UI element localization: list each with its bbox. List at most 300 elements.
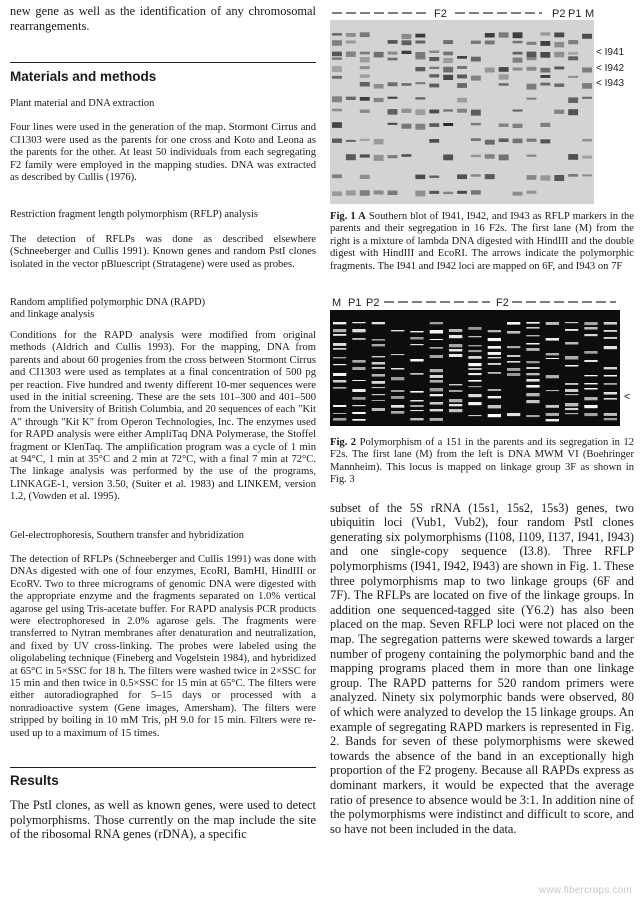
fig2-band — [372, 408, 385, 411]
fig2-band — [565, 413, 578, 414]
fig1-band — [527, 52, 537, 58]
fig1-band — [513, 41, 523, 44]
fig1-band — [443, 155, 453, 161]
fig1-band — [554, 175, 564, 181]
fig2-band — [372, 344, 385, 346]
fig1-band — [388, 191, 398, 196]
fig2-band — [449, 349, 462, 352]
fig2-band — [526, 335, 539, 336]
fig1-band — [415, 124, 425, 130]
fig1-band — [457, 98, 467, 103]
fig1-lane-label-m: M — [585, 8, 595, 20]
fig1-band — [374, 155, 384, 161]
figure-1-blot — [330, 4, 634, 204]
fig1-band — [360, 66, 370, 69]
fig1-band — [540, 83, 550, 86]
rapd-subheading-line1: Random amplified polymorphic DNA (RAPD) — [10, 297, 206, 309]
plant-subheading: Plant material and DNA extraction — [10, 98, 155, 109]
fig2-band — [468, 350, 481, 352]
fig1-band — [360, 52, 370, 55]
fig1-band — [582, 34, 592, 39]
fig2-band — [333, 322, 346, 324]
fig1-band — [471, 138, 481, 141]
fig2-band — [507, 368, 520, 371]
fig2-band — [372, 322, 385, 324]
figure-1 — [330, 4, 634, 204]
fig1-band — [471, 76, 481, 81]
fig2-band — [410, 373, 423, 375]
fig2-band — [372, 339, 385, 341]
fig2-band — [604, 330, 617, 332]
fig1-band — [527, 139, 537, 142]
fig2-caption-text: Polymorphism of a 151 in the parents and its segregation in 12 F2s. The first lane (M) from the left is DNA MWM VI (Boehringer Mannheim). This locus is mapped on linkage group 3F as shown in Fig. 3 — [330, 437, 635, 486]
fig1-band — [388, 82, 398, 86]
fig2-band — [565, 322, 578, 323]
fig1-band — [415, 57, 425, 60]
right-column — [330, 4, 634, 836]
section-rule-materials — [10, 62, 316, 63]
fig2-band — [507, 413, 520, 416]
fig1-band — [540, 75, 550, 78]
fig2-band — [546, 413, 559, 416]
fig2-band — [430, 355, 443, 358]
fig1-band — [388, 52, 398, 55]
fig1-band — [402, 154, 412, 157]
fig1-lane-label-f2: F2 — [434, 8, 447, 20]
fig2-band — [526, 415, 539, 417]
fig1-band — [429, 84, 439, 88]
fig2-band — [333, 418, 346, 421]
fig1-band — [443, 52, 453, 56]
fig1-band — [402, 124, 412, 129]
fig2-lane-label-m: M — [332, 297, 342, 310]
intro-paragraph: new gene as well as the identification of any chromosomal rearrangements. — [10, 4, 316, 33]
fig1-band — [388, 109, 398, 115]
fig2-band — [449, 399, 462, 402]
fig1-band — [513, 124, 523, 128]
fig1-arrow-i942: < I942 — [596, 63, 625, 74]
fig2-band — [410, 400, 423, 402]
fig1-band — [513, 58, 523, 63]
fig1-band — [374, 52, 384, 58]
fig1-band — [346, 41, 356, 44]
fig1-band — [540, 68, 550, 73]
fig1-band — [471, 41, 481, 44]
fig2-band — [565, 383, 578, 385]
fig2-band — [526, 385, 539, 388]
fig1-band — [415, 175, 425, 180]
rflp-paragraph: The detection of RFLPs was done as described elsewhere (Schneeberger and Cullis 1991). Known genes and random PstI clones isolated in the vector pBluescript (Stratagene) were used as probes. — [10, 233, 316, 270]
fig2-band — [468, 356, 481, 359]
fig2-band — [410, 344, 423, 345]
fig1-band — [568, 56, 578, 60]
fig2-band — [372, 394, 385, 395]
fig2-band — [372, 374, 385, 377]
fig1-band — [374, 84, 384, 89]
fig1-band — [429, 74, 439, 77]
fig2-band — [546, 358, 559, 359]
fig1-band — [402, 34, 412, 39]
fig2-band — [546, 353, 559, 355]
fig2-band — [584, 334, 597, 336]
fig1-band — [457, 109, 467, 113]
fig2-band — [391, 405, 404, 408]
fig2-band — [604, 418, 617, 420]
fig1-band — [568, 154, 578, 160]
fig1-band — [568, 52, 578, 55]
fig2-band — [565, 389, 578, 392]
fig2-band — [584, 360, 597, 362]
fig2-band — [352, 389, 365, 392]
fig2-band — [488, 338, 501, 341]
fig2-band — [468, 386, 481, 387]
fig2-band — [410, 359, 423, 362]
fig2-band — [391, 396, 404, 399]
fig1-band — [346, 52, 356, 57]
fig2-band — [468, 336, 481, 337]
fig2-band — [430, 339, 443, 340]
fig2-band — [449, 390, 462, 392]
fig1-band — [443, 109, 453, 111]
fig1-band — [332, 122, 342, 128]
section-rule-results — [10, 767, 316, 768]
fig2-band — [584, 397, 597, 400]
fig1-band — [540, 41, 550, 46]
fig1-band — [471, 57, 481, 62]
fig2-band — [488, 363, 501, 365]
fig2-band — [526, 348, 539, 351]
fig1-band — [332, 191, 342, 196]
fig2-band — [604, 346, 617, 349]
fig1-band — [360, 82, 370, 87]
fig2-band — [565, 394, 578, 395]
fig1-arrow-i941: < I941 — [596, 47, 625, 58]
fig2-band — [507, 331, 520, 334]
fig2-band — [526, 343, 539, 345]
fig2-band — [584, 413, 597, 416]
fig2-band — [546, 419, 559, 421]
fig1-band — [527, 175, 537, 180]
fig2-band — [372, 387, 385, 388]
gel-subheading: Gel-electrophoresis, Southern transfer and hybridization — [10, 529, 245, 541]
fig2-band — [449, 354, 462, 357]
fig2-band — [507, 373, 520, 376]
fig2-band — [430, 375, 443, 378]
fig2-band — [526, 327, 539, 329]
fig1-band — [443, 40, 453, 44]
fig1-band — [332, 96, 342, 102]
fig1-band — [457, 174, 467, 179]
fig2-band — [449, 409, 462, 412]
fig1-band — [415, 97, 425, 99]
fig2-band — [468, 415, 481, 416]
fig1-band — [346, 190, 356, 195]
fig2-band — [410, 418, 423, 420]
fig2-band — [352, 322, 365, 323]
results-heading: Results — [10, 773, 59, 789]
fig2-band — [526, 400, 539, 403]
fig2-band — [333, 373, 346, 376]
fig1-band — [429, 123, 439, 127]
fig2-band — [391, 377, 404, 380]
fig2-band — [410, 405, 423, 407]
fig1-caption-label: Fig. 1 A — [330, 211, 366, 222]
fig2-band — [333, 348, 346, 350]
fig1-band — [429, 51, 439, 54]
fig1-band — [360, 75, 370, 78]
fig2-band — [410, 410, 423, 411]
fig2-band — [604, 375, 617, 377]
fig1-band — [332, 76, 342, 79]
fig2-lane-label-f2: F2 — [496, 297, 509, 310]
fig1-band — [429, 191, 439, 194]
fig1-band — [360, 154, 370, 157]
fig2-lane-label-p2: P2 — [366, 297, 380, 310]
fig1-band — [554, 52, 564, 58]
fig2-band — [584, 383, 597, 384]
fig2-band — [565, 408, 578, 410]
fig1-band — [374, 98, 384, 102]
fig1-band — [388, 155, 398, 158]
fig1-band — [485, 154, 495, 159]
fig1-band — [582, 139, 592, 142]
fig2-band — [410, 391, 423, 393]
fig2-band — [546, 322, 559, 325]
fig2-band — [430, 402, 443, 405]
fig1-lane-label-p2: P2 — [552, 8, 566, 20]
fig2-band — [372, 367, 385, 369]
fig1-band — [513, 32, 523, 38]
fig1-band — [568, 76, 578, 78]
fig1-band — [554, 110, 564, 114]
fig2-band — [372, 362, 385, 365]
fig1-band — [540, 123, 550, 127]
fig1-band — [443, 58, 453, 63]
fig1-band — [582, 83, 592, 89]
fig2-band — [468, 345, 481, 346]
fig2-band — [391, 390, 404, 392]
fig1-band — [346, 140, 356, 142]
fig1-band — [527, 67, 537, 71]
fig2-band — [526, 373, 539, 375]
fig2-band — [604, 337, 617, 339]
fig1-band — [332, 109, 342, 112]
fig1-band — [457, 56, 467, 59]
fig2-band — [488, 330, 501, 332]
fig2-band — [333, 413, 346, 414]
fig1-band — [402, 109, 412, 113]
fig1-band — [499, 138, 509, 142]
fig2-band — [449, 344, 462, 347]
fig1-band — [415, 52, 425, 57]
fig2-band — [584, 388, 597, 390]
fig2-band — [352, 405, 365, 406]
fig2-band — [584, 327, 597, 330]
fig1-band — [527, 42, 537, 45]
fig2-band — [333, 364, 346, 365]
fig2-band — [352, 338, 365, 340]
fig2-band — [352, 360, 365, 363]
fig2-arrow: < — [624, 391, 631, 404]
fig1-band — [415, 41, 425, 44]
fig1-band — [429, 110, 439, 114]
fig1-band — [360, 57, 370, 62]
fig1-band — [332, 40, 342, 46]
fig2-band — [604, 383, 617, 385]
fig2-band — [333, 334, 346, 336]
fig1-band — [360, 32, 370, 37]
fig2-band — [391, 368, 404, 370]
fig2-band — [526, 361, 539, 363]
fig1-band — [554, 33, 564, 38]
fig2-band — [565, 365, 578, 367]
fig2-band — [449, 404, 462, 406]
fig1-band — [429, 67, 439, 69]
fig1-band — [471, 123, 481, 126]
fig1-band — [443, 75, 453, 80]
fig2-band — [584, 375, 597, 376]
fig1-band — [499, 74, 509, 79]
fig1-band — [388, 123, 398, 125]
fig2-band — [584, 405, 597, 408]
fig2-band — [488, 396, 501, 398]
fig1-band — [471, 155, 481, 157]
fig1-band — [346, 154, 356, 160]
fig2-band — [449, 384, 462, 385]
fig1-band — [429, 139, 439, 143]
fig1-band — [388, 40, 398, 44]
fig1-band — [554, 42, 564, 48]
fig2-band — [468, 394, 481, 397]
fig2-header — [332, 297, 616, 309]
fig1-band — [499, 83, 509, 86]
fig1-band — [332, 52, 342, 57]
fig1-band — [332, 139, 342, 143]
fig1-band — [457, 191, 467, 194]
fig2-band — [526, 393, 539, 396]
fig2-band — [526, 367, 539, 369]
fig1-band — [568, 174, 578, 177]
fig2-band — [449, 329, 462, 332]
fig1-band — [374, 190, 384, 194]
fig2-band — [430, 380, 443, 383]
fig2-band — [333, 357, 346, 358]
fig2-band — [468, 363, 481, 366]
fig1-band — [415, 191, 425, 197]
fig1-band — [527, 84, 537, 90]
fig2-band — [507, 361, 520, 363]
fig1-band — [540, 32, 550, 35]
fig2-band — [604, 398, 617, 400]
fig1-band — [415, 34, 425, 38]
fig2-band — [546, 375, 559, 378]
fig1-band — [415, 67, 425, 71]
fig1-band — [457, 83, 467, 88]
fig2-band — [488, 352, 501, 355]
fig1-band — [540, 139, 550, 143]
fig2-band — [526, 322, 539, 324]
left-column — [10, 4, 316, 842]
fig1-band — [429, 57, 439, 61]
fig2-band — [488, 372, 501, 374]
figure-2 — [330, 296, 634, 426]
fig1-band — [499, 67, 509, 72]
fig2-band — [430, 409, 443, 411]
fig2-band — [430, 369, 443, 372]
fig2-band — [468, 402, 481, 405]
fig2-band — [372, 381, 385, 384]
fig2-band — [526, 379, 539, 382]
fig1-band — [388, 97, 398, 99]
fig1-lane-label-p1: P1 — [568, 8, 582, 20]
fig1-band — [513, 192, 523, 196]
fig2-band — [352, 397, 365, 400]
fig2-band — [410, 337, 423, 340]
fig2-band — [488, 357, 501, 358]
fig1-band — [360, 97, 370, 101]
materials-heading: Materials and methods — [10, 69, 157, 84]
figure-2-gel — [330, 296, 634, 426]
fig1-band — [554, 84, 564, 87]
fig1-band — [513, 110, 523, 112]
fig1-band — [415, 109, 425, 115]
fig2-band — [372, 400, 385, 401]
fig1-band — [388, 58, 398, 61]
fig2-band — [546, 338, 559, 341]
fig2-band — [468, 380, 481, 382]
fig2-band — [565, 403, 578, 406]
fig2-band — [488, 346, 501, 349]
fig2-band — [430, 322, 443, 324]
fig2-band — [352, 412, 365, 414]
fig1-band — [527, 57, 537, 60]
results-paragraph: The PstI clones, as well as known genes, were used to detect polymorphisms. Those currently on the map include the site of the ribosomal RNA genes (rDNA), a specific — [10, 798, 316, 842]
fig1-band — [402, 40, 412, 45]
fig1-band — [582, 174, 592, 176]
rapd-subheading-line2: and linkage analysis — [10, 309, 95, 321]
fig1-band — [527, 98, 537, 100]
fig2-band — [352, 380, 365, 381]
fig2-band — [468, 368, 481, 370]
fig2-band — [333, 405, 346, 407]
fig1-band — [485, 68, 495, 73]
fig1-band — [457, 66, 467, 69]
fig1-band — [346, 33, 356, 37]
fig2-band — [391, 330, 404, 331]
fig2-band — [333, 343, 346, 346]
fig1-band — [568, 97, 578, 103]
fig2-band — [430, 418, 443, 421]
fig1-band — [485, 174, 495, 179]
fig1-band — [332, 66, 342, 72]
plant-paragraph: Four lines were used in the generation of the map. Stormont Cirrus and CI1303 were used as the parents for one cross and Koto and Leona as the parents for the other. At least 50 individuals from each segregating F2 family were employed in the mapping studies. DNA was extracted as described by Cullis (1976). — [10, 122, 316, 184]
fig1-band — [499, 32, 509, 37]
fig1-band — [457, 75, 467, 79]
fig2-band — [604, 413, 617, 416]
fig2-band — [604, 367, 617, 369]
fig2-band — [333, 329, 346, 332]
fig1-band — [485, 140, 495, 145]
fig1-band — [332, 174, 342, 178]
fig1-band — [540, 175, 550, 180]
fig1-band — [346, 97, 356, 100]
fig1-band — [485, 41, 495, 45]
fig2-band — [604, 322, 617, 325]
fig1-band — [471, 190, 481, 194]
fig2-band — [604, 392, 617, 395]
fig1-caption-text: Southern blot of I941, I942, and I943 as RFLP markers in the parents and their segregation in 16 F2s. The first lane (M) from the right is a mixture of lambda DNA digested with HindIII and the double digest with HindIII and EcoRI. The arrows indicate the polymorphic fragments. The I941 and I942 loci are mapped on 6F, and I943 on 7F — [330, 211, 634, 272]
fig1-band — [402, 83, 412, 86]
